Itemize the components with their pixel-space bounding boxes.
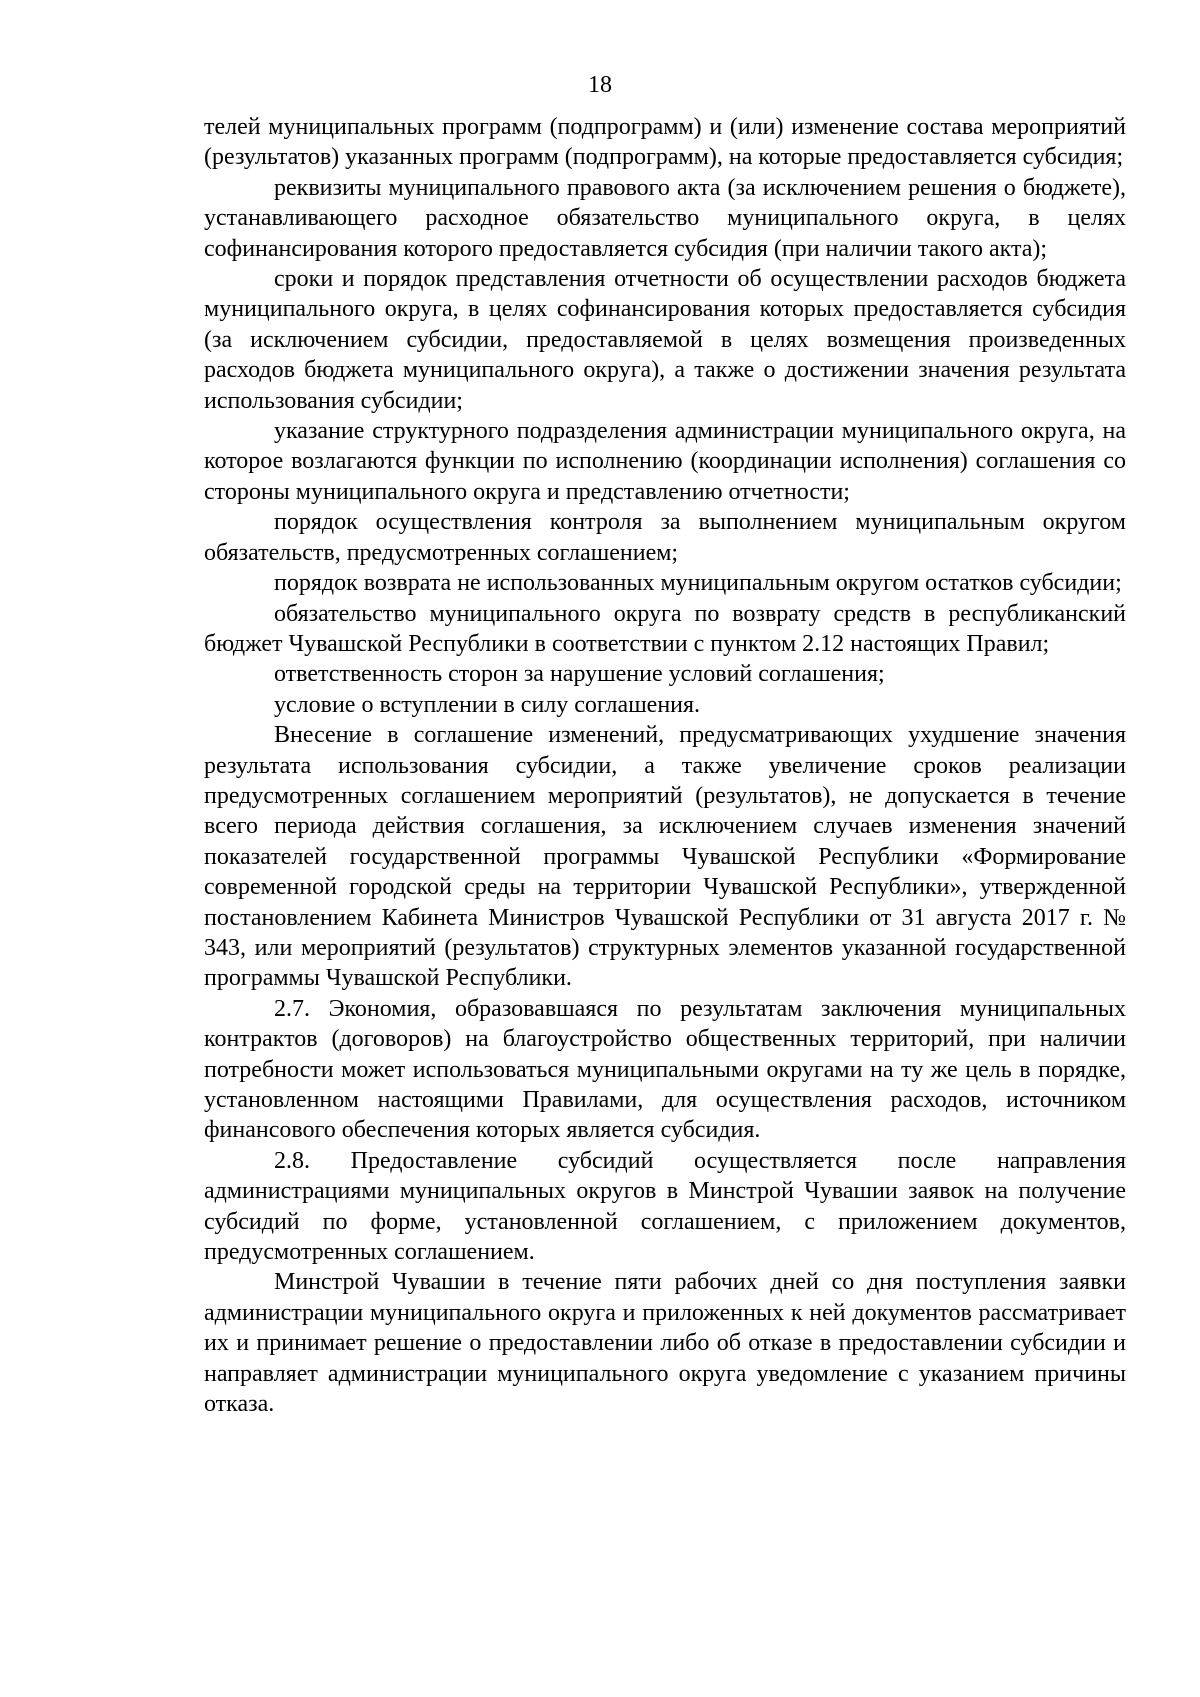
paragraph-2-8: 2.8. Предоставление субсидий осуществляется после направления администрациями муниципальных округов в Минстрой Чувашии заявок на получение субсидий по форме, установленной соглашением, с приложением документов, предусмотренных соглашением. bbox=[204, 1147, 1126, 1266]
paragraph-liability: ответственность сторон за нарушение условий соглашения; bbox=[274, 661, 885, 688]
paragraph-return-procedure: порядок возврата не использованных муниципальным округом остатков субсидии; bbox=[274, 570, 1122, 597]
page-number: 18 bbox=[588, 72, 612, 98]
paragraph-requisites: реквизиты муниципального правового акта (за исключением решения о бюджете), устанавливающего расходное обязательство муниципального округа, в целях софинансирования которого предоставляется субсидия (при наличии такого акта); bbox=[204, 174, 1126, 262]
paragraph-control-procedure: порядок осуществления контроля за выполнением муниципальным округом обязательств, предусмотренных соглашением; bbox=[204, 509, 1126, 566]
paragraph-2-7: 2.7. Экономия, образовавшаяся по результатам заключения муниципальных контрактов (договоров) на благоустройство общественных территорий, при наличии потребности может использоваться муниципальными округами на ту же цель в порядке, установленном настоящими Правилами, для осуществления расходов, источником финансового обеспечения которых является субсидия. bbox=[204, 995, 1126, 1144]
document-body bbox=[204, 112, 1126, 1419]
paragraph-structural-unit: указание структурного подразделения администрации муниципального округа, на которое возлагаются функции по исполнению (координации исполнения) соглашения со стороны муниципального округа и представлению отчетности; bbox=[204, 418, 1126, 505]
paragraph-continuation: телей муниципальных программ (подпрограмм) и (или) изменение состава мероприятий (результатов) указанных программ (подпрограмм), на которые предоставляется субсидия; bbox=[204, 114, 1126, 171]
paragraph-return-obligation: обязательство муниципального округа по возврату средств в республиканский бюджет Чувашской Республики в соответствии с пунктом 2.12 настоящих Правил; bbox=[204, 600, 1126, 657]
paragraph-entry-into-force: условие о вступлении в силу соглашения. bbox=[274, 691, 701, 718]
paragraph-reporting-terms: сроки и порядок представления отчетности об осуществлении расходов бюджета муниципального округа, в целях софинансирования которых предоставляется субсидия (за исключением субсидии, предоставляемой в целях возмещения произведенных расходов бюджета муниципального округа), а также о достижении значения результата использования субсидии; bbox=[204, 266, 1126, 414]
paragraph-amendments: Внесение в соглашение изменений, предусматривающих ухудшение значения результата использования субсидии, а также увеличение сроков реализации предусмотренных соглашением мероприятий (результатов), не допускается в течение всего периода действия соглашения, за исключением случаев изменения значений показателей государственной программы Чувашской Республики «Формирование современной городской среды на территории Чувашской Республики», утвержденной постановлением Кабинета Министров Чувашской Республики от 31 августа 2017 г. № 343, или мероприятий (результатов) структурных элементов указанной государственной программы Чувашской Республики. bbox=[204, 722, 1126, 992]
paragraph-minstroy-review: Минстрой Чувашии в течение пяти рабочих дней со дня поступления заявки администрации муниципального округа и приложенных к ней документов рассматривает их и принимает решение о предоставлении либо об отказе в предоставлении субсидии и направляет администрации муниципального округа уведомление с указанием причины отказа. bbox=[204, 1269, 1126, 1418]
